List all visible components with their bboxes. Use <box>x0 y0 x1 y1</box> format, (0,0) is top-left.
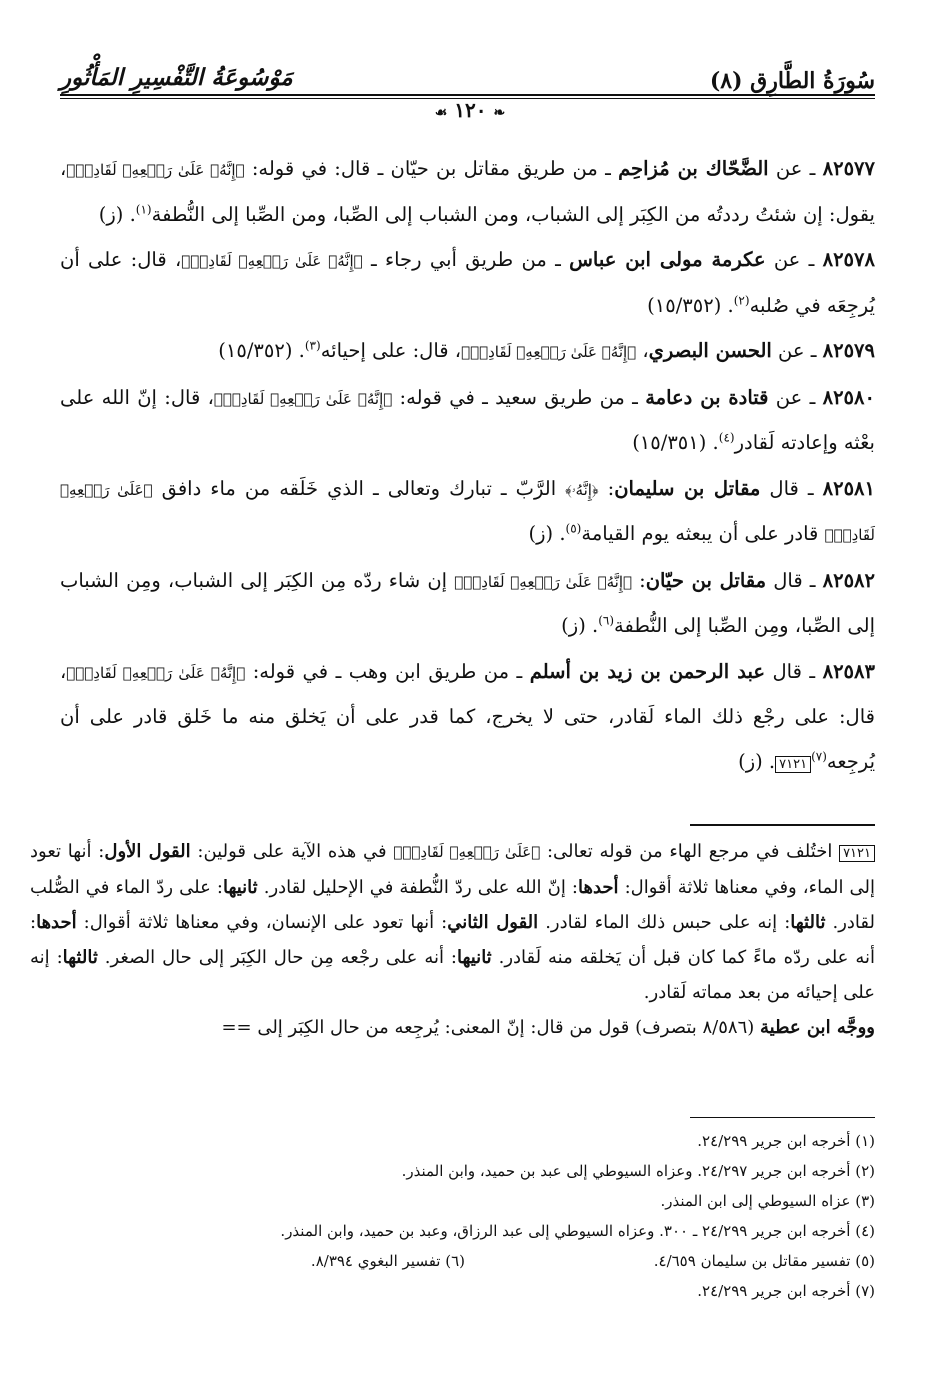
footnote-pair <box>60 1246 875 1276</box>
note-text: : على ردّ الماء في الصُّلب لقادر. <box>30 877 875 933</box>
footnote-marker: (٤) <box>718 430 735 445</box>
footnote-marker: (٥) <box>565 521 582 536</box>
narration-source: . (ز) <box>738 749 776 773</box>
footnote: (٣) عزاه السيوطي إلى ابن المنذر. <box>660 1192 875 1210</box>
narration-text: : <box>632 568 646 592</box>
narration-source: . (١٥/٣٥٢) <box>647 293 734 317</box>
narration-text: ـ قال <box>766 568 823 592</box>
narrator-name: الضَّحّاك بن مُزاحِم <box>618 157 769 180</box>
note-text: : أنها تعود على الإنسان، وفي معناها ثلاثة أقوال: <box>76 912 448 933</box>
narration-source: . (ز) <box>561 614 599 637</box>
note-text: : إنه على حبس ذلك الماء لقادر. <box>538 912 791 933</box>
footnote-marker: (٢) <box>733 293 750 307</box>
commentary-note <box>30 834 875 1045</box>
commentary-separator <box>690 824 875 826</box>
narration-text: ، قال: على رجْع ذلك الماء لَقادر، حتى لا يخرج، كما قدر على أن يَخلق منه ما خَلق قادر على أن يُرجِعه <box>60 659 875 773</box>
note-text: : أنها تعود إلى الماء، وفي معناها ثلاثة أقوال: <box>30 841 875 898</box>
note-text: : إنه على إحيائه من بعد مماته لَقادر. <box>30 947 875 1003</box>
footnote-separator <box>690 1117 875 1118</box>
commentary-ref-box: ٧١٢١ <box>775 756 811 773</box>
narrator-name: قتادة بن دعامة <box>645 385 769 409</box>
narration-entry <box>60 238 875 328</box>
footnote: (٤) أخرجه ابن جرير ٢٤/٢٩٩ ـ ٣٠٠. وعزاه السيوطي إلى عبد الرزاق، وعبد بن حميد، وابن المنذر. <box>280 1222 875 1240</box>
narrator-name: عكرمة مولى ابن عباس <box>569 248 766 271</box>
ornament-icon: ❧ <box>493 105 506 121</box>
narration-text: ، يقول: إن شئتُ رددتُه من الكِبَر إلى الشباب، ومن الشباب إلى الصِّبا، ومن الصِّبا إلى النُّطفة <box>60 157 875 226</box>
commentary-ref-box: ٧١٢١ <box>839 845 875 862</box>
surah-title: سُورَةُ الطَّارِق (٨) <box>709 68 875 94</box>
note-heading: ثانيها <box>222 877 258 898</box>
main-text <box>60 147 875 785</box>
narration-source: . (ز) <box>528 522 566 545</box>
footnotes <box>60 1126 875 1306</box>
note-text: (٨/٥٨٦ بتصرف) قول من قال: إنّ المعنى: يُرجِعه من حال الكِبَر إلى == <box>221 1017 760 1038</box>
page-number: ١٢٠ <box>454 98 487 122</box>
narration-entry <box>60 376 875 466</box>
narrator-name: الحسن البصري <box>648 339 772 362</box>
note-heading: أحدها <box>577 877 619 898</box>
note-heading: ووجَّه ابن عطية <box>760 1017 875 1038</box>
page-number-box <box>390 98 550 122</box>
note-text: : أنه على رجْعه مِن حال الكِبَر إلى حال الصغر. <box>97 947 457 968</box>
header-rule <box>60 94 875 96</box>
footnote-marker: (٣) <box>304 338 321 353</box>
note-heading: ثالثها <box>62 947 98 968</box>
narration-number: ٨٢٥٧٨ <box>822 248 875 271</box>
note-heading: ثانيها <box>456 947 492 968</box>
quran-quote: ﴿إِنَّهُۥ عَلَىٰ رَجۡعِهِۦ لَقَادِرٞ﴾ <box>181 252 363 270</box>
narration-text: ـ قال <box>760 476 823 500</box>
quran-quote: ﴿عَلَىٰ رَجۡعِهِۦ لَقَادِرٞ﴾ <box>60 480 875 544</box>
quran-quote: ﴿إِنَّهُۥ﴾ <box>565 480 599 499</box>
narration-entry <box>60 559 875 649</box>
narration-number: ٨٢٥٨١ <box>822 476 876 500</box>
note-text: : إنّ الله على ردّ النُّطفة في الإحليل لقادر. <box>257 877 578 898</box>
narration-text: : <box>598 476 615 500</box>
narration-number: ٨٢٥٧٩ <box>822 339 875 362</box>
book-title: مَوْسُوعَةُ التَّفْسِيرِ المَأْثُورِ <box>60 64 293 91</box>
note-text: في هذه الآية على قولين: <box>190 841 394 862</box>
narration-text: ، <box>636 339 649 362</box>
quran-quote: ﴿عَلَىٰ رَجۡعِهِۦ لَقَادِرٞ﴾ <box>393 843 541 861</box>
narration-entry <box>60 650 875 785</box>
quran-quote: ﴿إِنَّهُۥ عَلَىٰ رَجۡعِهِۦ لَقَادِرٞ﴾ <box>66 663 246 682</box>
footnote: (٦) تفسير البغوي ٨/٣٩٤. <box>310 1252 465 1270</box>
narration-entry <box>60 329 875 375</box>
narration-text: إن شاء ردّه مِن الكِبَر إلى الشباب، ومِن الشباب إلى الصِّبا، ومِن الصِّبا إلى النُّطفة <box>60 568 875 637</box>
footnote: (٢) أخرجه ابن جرير ٢٤/٢٩٧. وعزاه السيوطي إلى عبد بن حميد، وابن المنذر. <box>401 1162 875 1180</box>
footnote-marker: (١) <box>135 202 152 216</box>
narration-number: ٨٢٥٨٣ <box>822 659 875 683</box>
footnote-marker: (٦) <box>598 613 615 628</box>
narration-text: ، قال: على أن يُرجِعَه في صُلبه <box>60 248 875 317</box>
footnote: (٥) تفسير مقاتل بن سليمان ٤/٦٥٩. <box>653 1252 875 1270</box>
footnote: (١) أخرجه ابن جرير ٢٤/٢٩٩. <box>697 1132 875 1150</box>
narration-source: . (١٥/٣٥٢) <box>218 339 305 362</box>
narration-source: . (ز) <box>98 202 136 226</box>
narrator-name: عبد الرحمن بن زيد بن أسلم <box>529 659 765 683</box>
narration-text: ـ من طريق ابن وهب ـ في قوله: <box>245 659 530 683</box>
narration-text: ـ عن <box>765 248 823 271</box>
narration-text: ـ من طريق أبي رجاء ـ <box>362 248 570 271</box>
note-heading: أحدها <box>36 912 77 933</box>
narration-entry <box>60 147 875 237</box>
narration-text: ـ من طريق مقاتل بن حيّان ـ قال: في قوله: <box>244 157 619 180</box>
page-header <box>60 62 875 122</box>
narration-text: ـ عن <box>768 157 823 180</box>
narration-number: ٨٢٥٨٠ <box>822 385 875 409</box>
narration-text: ، قال: على إحيائه <box>320 339 462 362</box>
narration-number: ٨٢٥٧٧ <box>822 157 875 180</box>
narrator-name: مقاتل بن سليمان <box>614 476 761 500</box>
narration-number: ٨٢٥٨٢ <box>822 568 875 592</box>
narration-text: ـ عن <box>771 339 823 362</box>
note-heading: ثالثها <box>790 912 826 933</box>
narrator-name: مقاتل بن حيّان <box>645 568 767 592</box>
narration-text: ـ عن <box>768 385 823 409</box>
note-text: اختُلف في مرجع الهاء من قوله تعالى: <box>540 841 840 862</box>
narration-source: . (١٥/٣٥١) <box>632 431 719 454</box>
narration-entry <box>60 467 875 558</box>
note-text: : أنه على ردّه ماءً كما كان قبل أن يَخلقه منه لَقادر. <box>30 912 875 968</box>
quran-quote: ﴿إِنَّهُۥ عَلَىٰ رَجۡعِهِۦ لَقَادِرٞ﴾ <box>461 343 637 361</box>
narration-text: قادر على أن يبعثه يوم القيامة <box>581 522 825 545</box>
narration-text: ، قال: إنّ الله على بعْثه وإعادته لَقادر <box>60 385 875 454</box>
footnote: (٧) أخرجه ابن جرير ٢٤/٢٩٩. <box>697 1282 875 1300</box>
quran-quote: ﴿إِنَّهُۥ عَلَىٰ رَجۡعِهِۦ لَقَادِرٞ﴾ <box>213 389 393 408</box>
footnote-marker: (٧) <box>811 749 827 763</box>
note-heading: القول الأول <box>104 841 191 862</box>
ornament-icon: ☙ <box>434 105 448 121</box>
note-heading: القول الثاني <box>447 912 539 933</box>
narration-text: ـ قال <box>765 659 823 683</box>
narration-text: الرَّبّ ـ تبارك وتعالى ـ الذي خَلَقه من ماء دافق <box>152 476 566 500</box>
quran-quote: ﴿إِنَّهُۥ عَلَىٰ رَجۡعِهِۦ لَقَادِرٞ﴾ <box>66 161 245 179</box>
narration-text: ـ من طريق سعيد ـ في قوله: <box>392 385 646 409</box>
quran-quote: ﴿إِنَّهُۥ عَلَىٰ رَجۡعِهِۦ لَقَادِرٞ﴾ <box>454 572 633 591</box>
